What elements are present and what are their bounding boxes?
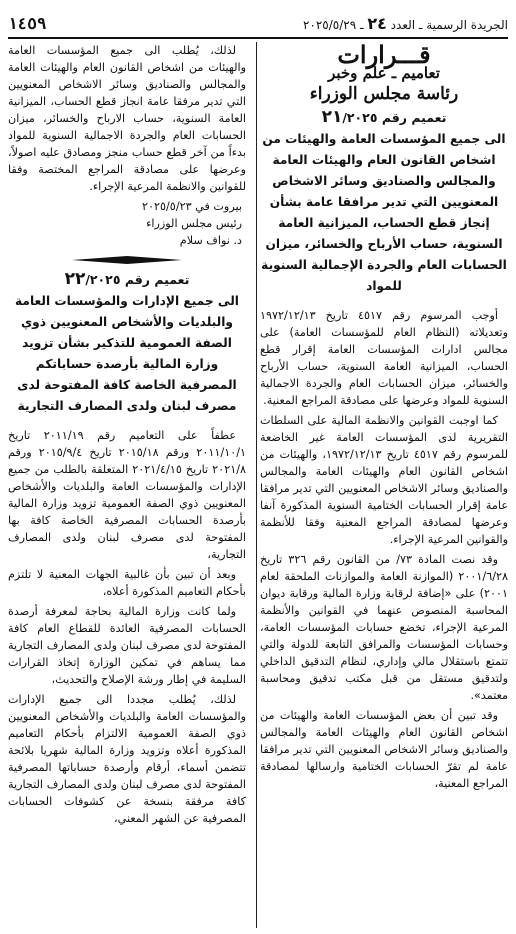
issue-number: ٢٤ bbox=[367, 13, 387, 33]
header-rule bbox=[8, 37, 508, 39]
left-column bbox=[8, 42, 246, 928]
section-title: قـــرارات bbox=[337, 42, 431, 69]
signature-block bbox=[8, 198, 246, 249]
paragraph: أوجب المرسوم رقم ٤٥١٧ تاريخ ١٩٧٢/١٢/١٣ وتعديلاته (النظام العام للمؤسسات العامة) على مجالس ادارات المؤسسات العامة إقرار قطع الحساب، الميزانية العامة السنوية، حساب الأرباح والخسائر، ميزان الحسابات العام والجردة الاجمالية السنوية للمواد وعرضها على مصادقة المراجع المعنية. bbox=[260, 309, 508, 407]
column-divider bbox=[256, 42, 257, 928]
sign-name: د. نواف سلام bbox=[179, 234, 242, 247]
paragraph: ولما كانت وزارة المالية بحاجة لمعرفة أرصدة الحسابات المصرفية العائدة للقطاع العام كافة المفتوحة لدى مصرف لبنان ولدى المصارف التجارية مما يساهم في تمكين الوزارة إتخاذ القرارات السليمة في إطار ورشة الإصلاح والتحديث، bbox=[8, 605, 246, 686]
section-subtitle: تعاميم ـ علم وخبر bbox=[328, 64, 440, 82]
page-header bbox=[8, 12, 508, 34]
sign-role: رئيس مجلس الوزراء bbox=[146, 217, 242, 230]
right-column bbox=[260, 42, 508, 928]
paragraph: لذلك، يُطلب الى جميع المؤسسات العامة والهيئات من اشخاص القانون العام والهيئات العامة والمجالس والصناديق وسائر الاشخاص المعنويين التي تدير مرفقا عامة انجاز قطع الحساب، الميزانية العامة السنوية، حساب الارباح والخسائر، ميزان الحسابات العام والجردة الاجمالية السنوية للمواد بدءاً من آخر قطع حساب منجز ومصادق عليه اصولاً، وعرضها على مصادقة المراجع المختصة وفقا للقوانين والانظمة المرعية الإجراء. bbox=[8, 44, 246, 193]
circular-number-21: تعميم رقم ٢١/٢٠٢٥ bbox=[321, 107, 447, 127]
page-number: ١٤٥٩ bbox=[8, 13, 47, 33]
paragraph: وقد نصت المادة ٧٣/ من القانون رقم ٣٢٦ تاريخ ٢٠٠١/٦/٢٨ (الموازنة العامة والموازنات الملحقة لعام ٢٠٠١) على «إضافة لرقابة وزارة المالية ورقابة ديوان المحاسبة المنصوص عنهما في القوانين والأنظمة المرعية الإجراء، تخضع حسابات المؤسسات العامة، وحسابات المؤسسات والمرافق التابعة للدولة والتي تتمتع باستقلال مالي وإداري، لنظام التدقيق الداخلي ولتدقيق مستقل من قبل مكتب تدقيق ومحاسبة معتمد». bbox=[260, 553, 508, 702]
paragraph: كما اوجبت القوانين والانظمة المالية على السلطات التقريرية لدى المؤسسات العامة غير الخاضعة للمرسوم رقم ٤٥١٧ تاريخ ١٩٧٢/١٢/١٣، والهيئات من اشخاص القانون العام والهيئات العامة والمجالس والصناديق وسائر الاشخاص المعنويين التي تدير مرافقا عامة إقرار الحسابات الختامية السنوية المذكورة آنفا وعرضها لمصادقة المراجع المعنية وفقا للأنظمة والقوانين المرعية الإجراء. bbox=[260, 414, 508, 546]
paragraph: عطفاً على التعاميم رقم ٢٠١١/١٩ تاريخ ٢٠١١/١٠/١ ورقم ٢٠١٥/١٨ تاريخ ٢٠١٥/٩/٤ ورقم ٢٠٢١/٨ تاريخ ٢٠٢١/٤/١٥ المتعلقة بالطلب من جميع الإدارات والمؤسسات العامة والبلديات والأشخاص المعنويين ذوي الصفة العمومية تزويد وزارة المالية بأرصدة الحسابات المصرفية الخاصة كافة بها المفتوحة لدى مصرف لبنان ولدى المصارف التجارية، bbox=[8, 429, 246, 561]
paragraph: وبعد أن تبين بأن غالبية الجهات المعنية لا تلتزم بأحكام التعاميم المذكورة أعلاه، bbox=[8, 568, 246, 598]
ornament-divider bbox=[8, 255, 246, 265]
circular-subject-22: الى جميع الإدارات والمؤسسات العامة والبلديات والأشخاص المعنويين ذوي الصفة العمومية للتذكير بشأن تزويد وزارة المالية بأرصدة حساباتكم المصرفية الخاصة كافة المفتوحة لدى مصرف لبنان ولدى المصارف التجارية bbox=[15, 294, 239, 413]
circular-number-22: تعميم رقم ٢٢/٢٠٢٥ bbox=[64, 269, 190, 289]
divider-ornament-icon bbox=[72, 255, 182, 265]
sign-place-date: بيروت في ٢٠٢٥/٥/٢٣ bbox=[142, 200, 242, 213]
issue-date: ٢٠٢٥/٥/٢٩ bbox=[302, 17, 357, 32]
gazette-name: الجريدة الرسمية ـ العدد bbox=[390, 17, 508, 32]
circular-subject-21: الى جميع المؤسسات العامة والهيئات من اشخاص القانون العام والهيئات العامة والمجالس والصناديق وسائر الاشخاص المعنويين التي تدير مرافقا عامة بشأن إنجاز قطع الحساب، الميزانية العامة السنوية، حساب الأرباح والخسائر، ميزان الحسابات العام والجردة الإجمالية السنوية للمواد bbox=[261, 132, 507, 293]
paragraph: وقد تبين أن بعض المؤسسات العامة والهيئات من اشخاص القانون العام والهيئات العامة والمجالس والصناديق وسائر الاشخاص المعنويين التي تدير مرافقا عامة لم تقرّ الحسابات الختامية وارسالها لمصادقة المراجع المعنية، bbox=[260, 709, 508, 790]
paragraph: لذلك، يُطلب مجددا الى جميع الإدارات والمؤسسات العامة والبلديات والأشخاص المعنويين ذوي الصفة العمومية الالتزام بأحكام التعاميم المذكورة أعلاه وتزويد وزارة المالية شهريا بلائحة تتضمن أسماء، أرقام وأرصدة حساباتها المصرفية المفتوحة لدى مصرف لبنان ولدى المصارف التجارية كافة مرفقة بنسخة عن كشوفات الحسابات المصرفية عن الشهر المعني، bbox=[8, 693, 246, 825]
issuer-heading: رئاسة مجلس الوزراء bbox=[309, 84, 459, 104]
gazette-title: الجريدة الرسمية ـ العدد ٢٤ ـ ٢٠٢٥/٥/٢٩ bbox=[302, 13, 508, 33]
